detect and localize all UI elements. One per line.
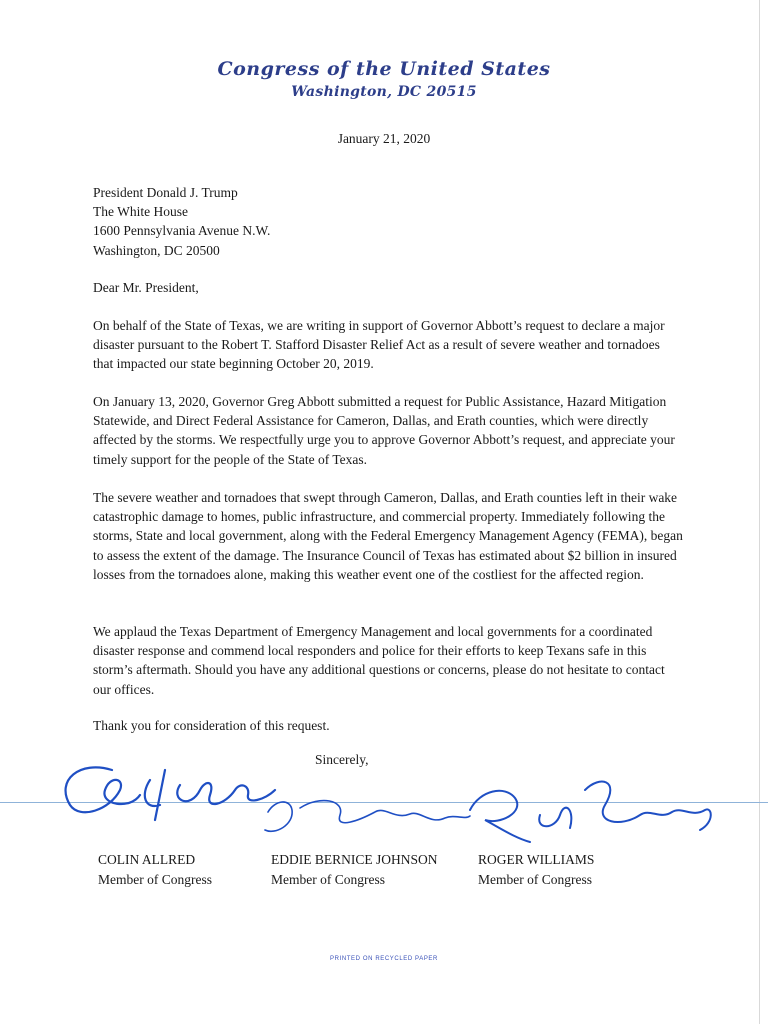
recycled-paper-footer: PRINTED ON RECYCLED PAPER <box>330 956 438 962</box>
recipient-line: The White House <box>93 204 188 220</box>
letter-date: January 21, 2020 <box>337 131 431 146</box>
closing-sincerely: Sincerely, <box>315 752 369 767</box>
body-paragraph-3: The severe weather and tornadoes that swept through Cameron, Dallas, and Erath counties left in their wake catastrophic damage to homes, public infrastructure, and commercial property. Immediately following the storms, State and local government, along with the Federal Emergency Management Agency (FEMA), began to assess the extent of the damage. The Insurance Council of Texas has estimated about $2 billion in insured losses from the tornadoes alone, making this weather event one of the costliest for the affected region. <box>93 490 683 582</box>
signature-johnson <box>265 801 470 832</box>
letterhead-title: Congress of the United States <box>217 58 551 80</box>
signer-name: EDDIE BERNICE JOHNSON <box>271 852 438 867</box>
signer-block <box>478 850 594 890</box>
body-paragraph-4: We applaud the Texas Department of Emergency Management and local governments for a coordinated disaster response and commend local responders and police for their efforts to keep Texans safe in this storm’s aftermath. Should you have any additional questions or concerns, please do not hesitate to contact our offices. <box>93 624 665 697</box>
signer-block <box>98 850 212 890</box>
salutation: Dear Mr. President, <box>93 280 199 295</box>
letterhead <box>0 56 768 102</box>
signer-block <box>271 850 438 890</box>
body-paragraph-2: On January 13, 2020, Governor Greg Abbott submitted a request for Public Assistance, Hazard Mitigation Statewide, and Direct Federal Assistance for Cameron, Dallas, and Erath counties, which were directly affected by the storms. We respectfully urge you to approve Governor Abbott’s request, and appreciate your timely support for the people of the State of Texas. <box>93 394 675 467</box>
signature-allred <box>66 767 275 820</box>
recipient-line: Washington, DC 20500 <box>93 242 220 258</box>
signer-name: COLIN ALLRED <box>98 852 196 867</box>
signer-title: Member of Congress <box>98 872 212 887</box>
recipient-address <box>93 183 683 260</box>
signer-name: ROGER WILLIAMS <box>478 852 595 867</box>
closing-thanks: Thank you for consideration of this request. <box>93 718 330 733</box>
signature-williams <box>470 782 711 842</box>
letterhead-subtitle: Washington, DC 20515 <box>291 84 477 100</box>
recipient-line: 1600 Pennsylvania Avenue N.W. <box>93 223 271 239</box>
recipient-line: President Donald J. Trump <box>93 185 238 200</box>
signer-title: Member of Congress <box>271 872 385 887</box>
body-paragraph-1: On behalf of the State of Texas, we are writing in support of Governor Abbott’s request to declare a major disaster pursuant to the Robert T. Stafford Disaster Relief Act as a result of severe weather and tornadoes that impacted our state beginning October 20, 2019. <box>93 318 665 372</box>
signer-title: Member of Congress <box>478 872 592 887</box>
